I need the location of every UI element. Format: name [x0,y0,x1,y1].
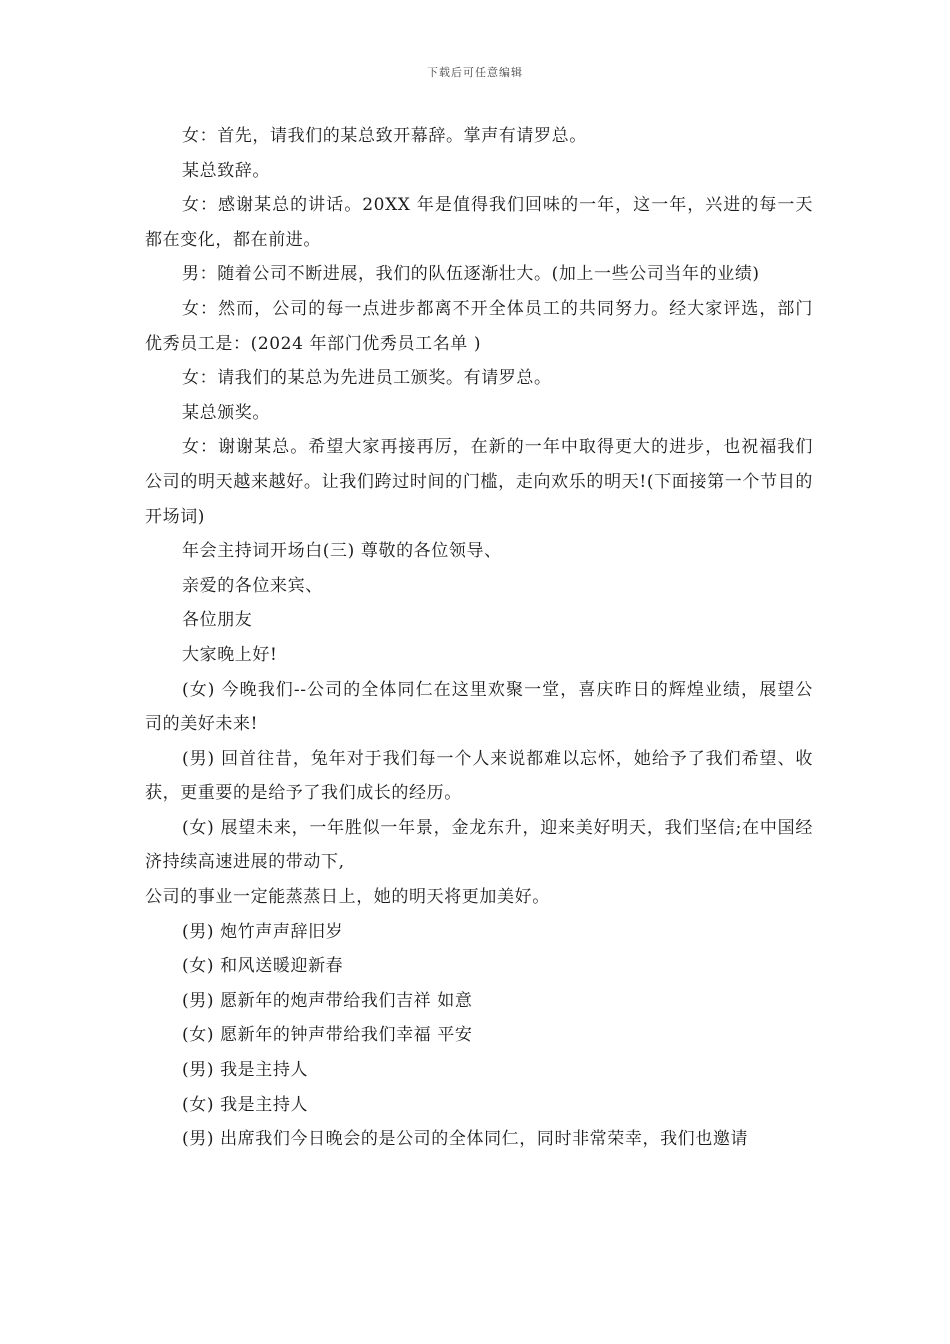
paragraph: 亲爱的各位来宾、 [182,575,323,596]
paragraph: (女) 今晚我们--公司的全体同仁在这里欢聚一堂，喜庆昨日的辉煌业绩，展望公司的美好未来! [145,679,813,735]
paragraph: 女：感谢某总的讲话。20XX 年是值得我们回味的一年，这一年，兴进的每一天都在变化，都在前进。 [145,195,813,250]
paragraph: (女) 和风送暖迎新春 [182,956,344,977]
paragraph: 女：请我们的某总为先进员工颁奖。有请罗总。 [182,368,552,389]
paragraph: 年会主持词开场白(三) 尊敬的各位领导、 [182,541,502,562]
paragraph: 某总致辞。 [182,160,270,181]
paragraph: (男) 愿新年的炮声带给我们吉祥 如意 [182,990,473,1011]
paragraph: 公司的事业一定能蒸蒸日上，她的明天将更加美好。 [145,887,550,908]
paragraph: (女) 我是主持人 [182,1094,309,1115]
paragraph: 女：首先，请我们的某总致开幕辞。掌声有请罗总。 [182,126,587,146]
paragraph: (女) 愿新年的钟声带给我们幸福 平安 [182,1025,473,1046]
paragraph: 各位朋友 [182,610,253,631]
paragraph: 某总颁奖。 [182,402,270,423]
document-body [145,119,813,1157]
paragraph: (男) 我是主持人 [182,1060,309,1081]
paragraph: 男：随着公司不断进展，我们的队伍逐渐壮大。(加上一些公司当年的业绩) [182,264,760,285]
paragraph: (男) 炮竹声声辞旧岁 [182,921,344,942]
paragraph: (男) 回首往昔，兔年对于我们每一个人来说都难以忘怀，她给予了我们希望、收获，更重要的是给予了我们成长的经历。 [145,748,813,804]
page-header: 下载后可任意编辑 [427,66,523,79]
paragraph: 女：谢谢某总。希望大家再接再厉，在新的一年中取得更大的进步，也祝福我们公司的明天越来越好。让我们跨过时间的门槛，走向欢乐的明天!(下面接第一个节目的开场词) [145,437,813,527]
paragraph: (男) 出席我们今日晚会的是公司的全体同仁，同时非常荣幸，我们也邀请 [182,1129,749,1150]
paragraph: 女：然而，公司的每一点进步都离不开全体员工的共同努力。经大家评选，部门优秀员工是：(2024 年部门优秀员工名单 ) [145,298,813,354]
paragraph: 大家晚上好! [182,644,278,665]
paragraph: (女) 展望未来，一年胜似一年景，金龙东升，迎来美好明天，我们坚信;在中国经济持续高速进展的带动下, [145,817,813,873]
